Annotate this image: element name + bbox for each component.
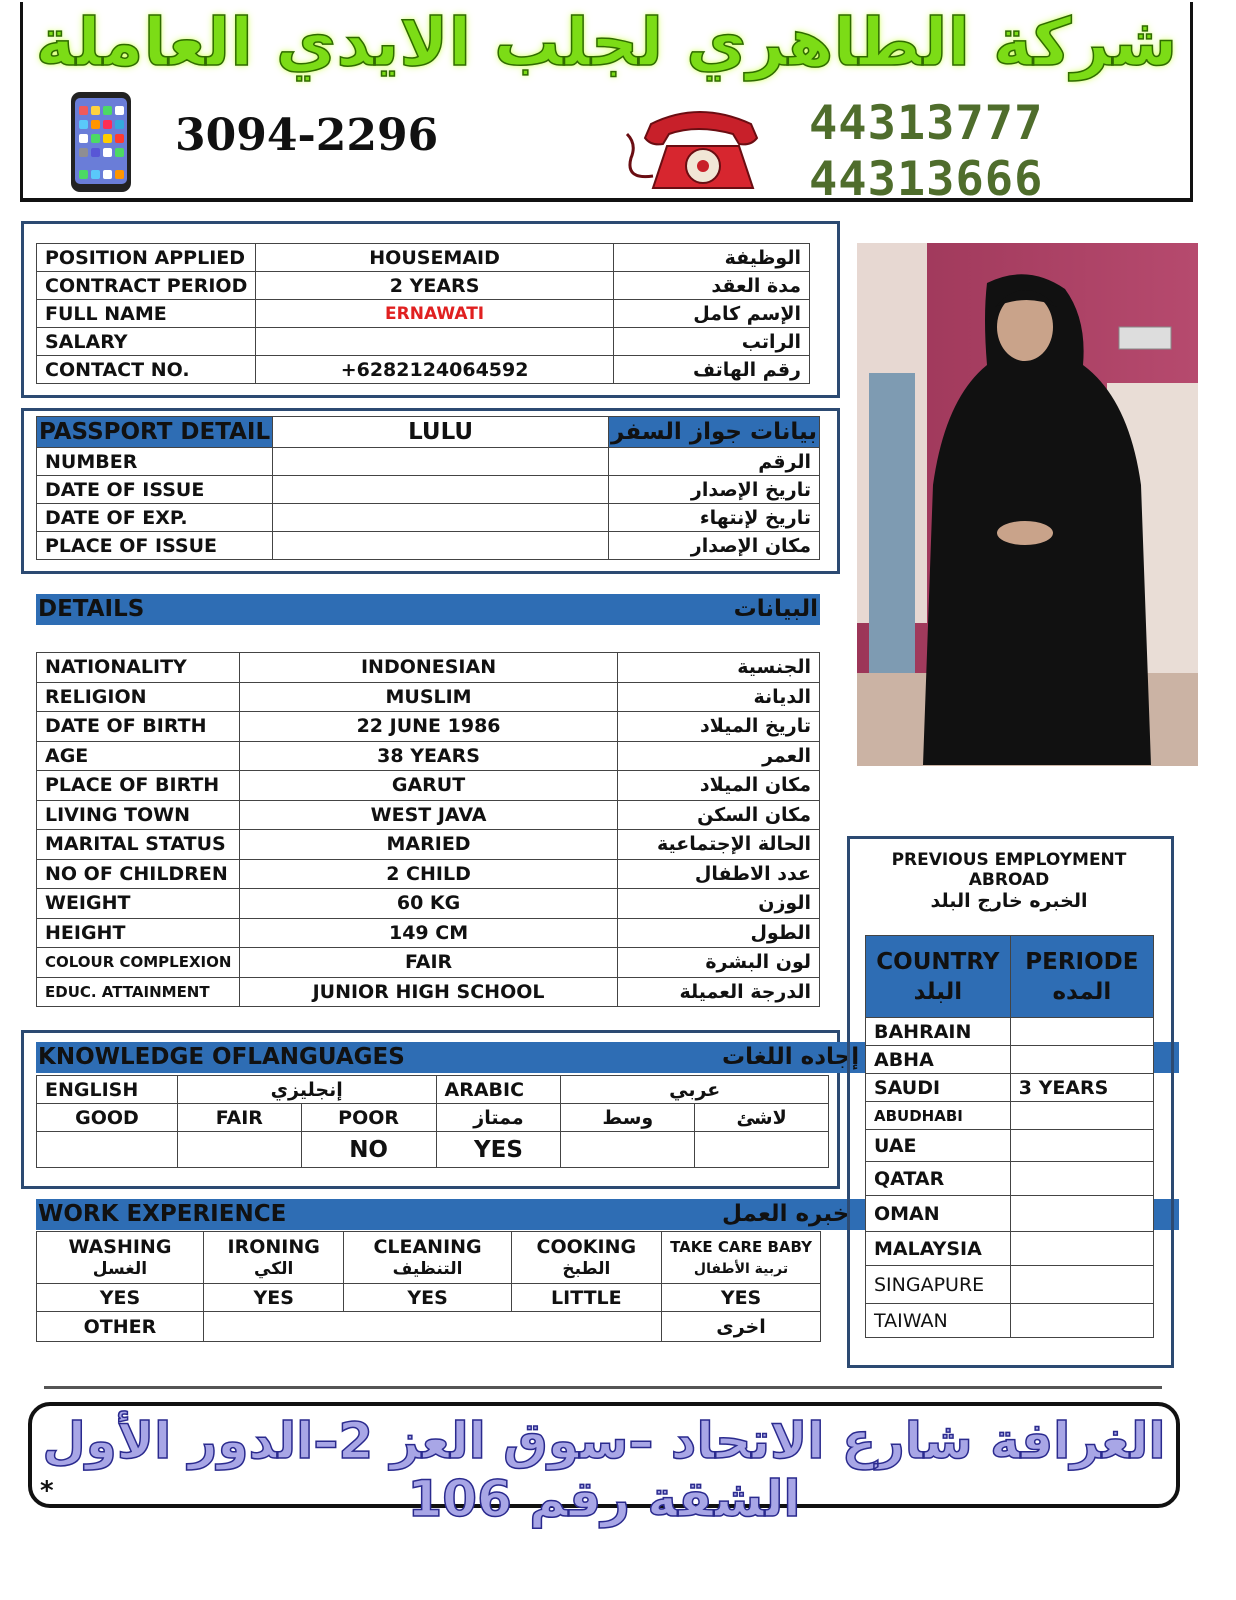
skill-name: IRONING [227, 1235, 320, 1258]
row-label-ar: الراتب [613, 328, 809, 356]
row-label-ar: الطول [617, 918, 819, 948]
language-level: ممتاز [436, 1104, 561, 1132]
skill-name-ar: الغسل [92, 1258, 148, 1279]
passport-title-center: LULU [273, 417, 609, 448]
row-value [273, 448, 609, 476]
skill-name: CLEANING [373, 1235, 482, 1258]
row-label: LIVING TOWN [37, 800, 240, 830]
table-row [866, 1102, 1154, 1130]
skill-value: YES [203, 1284, 344, 1312]
table-row [37, 244, 810, 272]
skill-name: COOKING [536, 1235, 637, 1258]
table-row [37, 712, 820, 742]
table-row [37, 948, 820, 978]
employment-country: QATAR [866, 1162, 1011, 1196]
language-mark [561, 1132, 695, 1168]
row-value [273, 504, 609, 532]
languages-title-ar: إجاده اللغات [722, 1044, 860, 1070]
row-label-ar: عدد الاطفال [617, 859, 819, 889]
employment-country: ABHA [866, 1046, 1011, 1074]
employment-period [1010, 1018, 1153, 1046]
table-row [37, 682, 820, 712]
row-label-ar: العمر [617, 741, 819, 771]
row-label-ar: الدرجة العميلة [617, 977, 819, 1007]
table-row [866, 1304, 1154, 1338]
table-row [37, 504, 820, 532]
skill-value: YES [662, 1284, 821, 1312]
details-title-en: DETAILS [38, 596, 145, 622]
work-title-ar: خبره العمل [722, 1201, 850, 1227]
skill-name-ar: الطبخ [562, 1258, 611, 1279]
employment-period [1010, 1304, 1153, 1338]
row-value: JUNIOR HIGH SCHOOL [240, 977, 617, 1007]
skill-name-ar: تربية الأطفال [693, 1260, 789, 1277]
work-table [36, 1231, 821, 1342]
language-level: وسط [561, 1104, 695, 1132]
country-column-header [866, 936, 1011, 1018]
row-label-ar: تاريخ الإصدار [609, 476, 820, 504]
row-label: WEIGHT [37, 889, 240, 919]
mobile-number: 3094-2296 [175, 110, 439, 161]
row-value [273, 532, 609, 560]
row-value: INDONESIAN [240, 653, 617, 683]
company-name: شركة الطاهري لجلب الايدي العاملة [35, 4, 1178, 81]
row-value: 60 KG [240, 889, 617, 919]
row-value: 2 CHILD [240, 859, 617, 889]
employment-country: UAE [866, 1130, 1011, 1162]
employment-country: BAHRAIN [866, 1018, 1011, 1046]
row-value: ERNAWATI [256, 300, 613, 328]
phone-number-1: 44313777 [809, 96, 1044, 151]
row-label: DATE OF BIRTH [37, 712, 240, 742]
employment-period: 3 YEARS [1010, 1074, 1153, 1102]
work-title-en: WORK EXPERIENCE [38, 1201, 287, 1227]
language-mark [695, 1132, 829, 1168]
row-label: DATE OF ISSUE [37, 476, 273, 504]
arabic-label-ar: عربي [561, 1076, 829, 1104]
employment-period [1010, 1046, 1153, 1074]
table-row [866, 1232, 1154, 1266]
employment-period [1010, 1232, 1153, 1266]
language-mark: YES [436, 1132, 561, 1168]
employment-country: SINGAPURE [866, 1266, 1011, 1304]
row-label: PLACE OF BIRTH [37, 771, 240, 801]
row-value: WEST JAVA [240, 800, 617, 830]
row-value: GARUT [240, 771, 617, 801]
skill-header [203, 1232, 344, 1284]
row-value: 38 YEARS [240, 741, 617, 771]
language-level: GOOD [37, 1104, 178, 1132]
arabic-label: ARABIC [436, 1076, 561, 1104]
skill-name: WASHING [68, 1235, 172, 1258]
row-value: 22 JUNE 1986 [240, 712, 617, 742]
period-header-ar: المده [1052, 978, 1112, 1005]
language-level: لاشئ [695, 1104, 829, 1132]
employment-period [1010, 1130, 1153, 1162]
table-row [866, 1162, 1154, 1196]
row-label-ar: لون البشرة [617, 948, 819, 978]
employment-country: SAUDI [866, 1074, 1011, 1102]
skill-name: TAKE CARE BABY [670, 1237, 812, 1256]
row-label-ar: تاريخ لإنتهاء [609, 504, 820, 532]
row-label: NO OF CHILDREN [37, 859, 240, 889]
details-title-ar: البيانات [733, 596, 818, 622]
language-level: POOR [301, 1104, 436, 1132]
employment-country: ABUDHABI [866, 1102, 1011, 1130]
row-label: CONTRACT PERIOD [37, 272, 256, 300]
row-label-ar: الرقم [609, 448, 820, 476]
table-row [37, 771, 820, 801]
table-row [37, 889, 820, 919]
footer-mark: * [40, 1476, 54, 1506]
table-row [866, 1266, 1154, 1304]
table-row [866, 1018, 1154, 1046]
passport-title-en: PASSPORT DETAIL [37, 417, 273, 448]
row-label: NUMBER [37, 448, 273, 476]
row-label: MARITAL STATUS [37, 830, 240, 860]
table-row [37, 830, 820, 860]
row-label-ar: الحالة الإجتماعية [617, 830, 819, 860]
row-value: +6282124064592 [256, 356, 613, 384]
telephone-icon [623, 106, 783, 196]
language-mark [37, 1132, 178, 1168]
letterhead [20, 2, 1193, 207]
table-row [37, 800, 820, 830]
smartphone-icon [69, 90, 133, 194]
employment-country: OMAN [866, 1196, 1011, 1232]
language-mark [177, 1132, 301, 1168]
row-label-ar: مدة العقد [613, 272, 809, 300]
row-label: CONTACT NO. [37, 356, 256, 384]
skill-header [511, 1232, 661, 1284]
table-row [37, 448, 820, 476]
skill-header [662, 1232, 821, 1284]
row-value: HOUSEMAID [256, 244, 613, 272]
english-label: ENGLISH [37, 1076, 178, 1104]
employment-country: MALAYSIA [866, 1232, 1011, 1266]
row-label: PLACE OF ISSUE [37, 532, 273, 560]
languages-table [36, 1075, 829, 1168]
table-row [866, 1046, 1154, 1074]
row-label-ar: مكان الإصدار [609, 532, 820, 560]
employment-table [865, 935, 1154, 1338]
employment-title-ar: الخبره خارج البلد [930, 890, 1088, 912]
phone-number-2: 44313666 [809, 152, 1044, 207]
table-row [37, 977, 820, 1007]
table-row [37, 918, 820, 948]
row-label: COLOUR COMPLEXION [37, 948, 240, 978]
table-row [37, 532, 820, 560]
skill-header [344, 1232, 511, 1284]
other-value [203, 1312, 661, 1342]
table-row [37, 356, 810, 384]
row-label: POSITION APPLIED [37, 244, 256, 272]
table-row [37, 328, 810, 356]
language-mark: NO [301, 1132, 436, 1168]
row-label-ar: تاريخ الميلاد [617, 712, 819, 742]
employment-period [1010, 1162, 1153, 1196]
skill-value: LITTLE [511, 1284, 661, 1312]
table-row [866, 1130, 1154, 1162]
row-label: NATIONALITY [37, 653, 240, 683]
table-row [866, 1074, 1154, 1102]
employment-period [1010, 1266, 1153, 1304]
row-label: EDUC. ATTAINMENT [37, 977, 240, 1007]
row-label-ar: مكان السكن [617, 800, 819, 830]
passport-table [36, 416, 820, 560]
country-header-en: COUNTRY [876, 948, 1000, 975]
employment-period [1010, 1196, 1153, 1232]
employment-title-en: PREVIOUS EMPLOYMENT ABROAD [891, 850, 1127, 890]
row-value [256, 328, 613, 356]
table-row [37, 300, 810, 328]
row-value: 2 YEARS [256, 272, 613, 300]
details-header [36, 594, 820, 625]
table-row [37, 476, 820, 504]
skill-name-ar: الكي [254, 1258, 294, 1279]
employment-country: TAIWAN [866, 1304, 1011, 1338]
row-label-ar: الوزن [617, 889, 819, 919]
country-header-ar: البلد [913, 978, 963, 1005]
other-label: OTHER [37, 1312, 204, 1342]
applicant-photo [857, 243, 1198, 766]
row-label-ar: رقم الهاتف [613, 356, 809, 384]
row-value: MUSLIM [240, 682, 617, 712]
table-row [37, 653, 820, 683]
table-row [37, 741, 820, 771]
skill-value: YES [344, 1284, 511, 1312]
row-label-ar: الإسم كامل [613, 300, 809, 328]
office-address: الغرافة شارع الاتحاد –سوق العز 2–الدور الأول الشقة رقم 106 [42, 1412, 1166, 1528]
footer-address-box [28, 1402, 1180, 1528]
skill-name-ar: التنظيف [392, 1258, 463, 1279]
skill-value: YES [37, 1284, 204, 1312]
row-value: FAIR [240, 948, 617, 978]
english-label-ar: إنجليزي [177, 1076, 436, 1104]
row-label: FULL NAME [37, 300, 256, 328]
other-label-ar: اخرى [662, 1312, 821, 1342]
table-row [866, 1196, 1154, 1232]
employment-period [1010, 1102, 1153, 1130]
skill-header [37, 1232, 204, 1284]
language-level: FAIR [177, 1104, 301, 1132]
row-label: DATE OF EXP. [37, 504, 273, 532]
details-table [36, 652, 820, 1007]
row-label: AGE [37, 741, 240, 771]
passport-title-ar: بيانات جواز السفر [609, 417, 820, 448]
row-label: SALARY [37, 328, 256, 356]
period-column-header [1010, 936, 1153, 1018]
row-value: MARIED [240, 830, 617, 860]
footer-divider [44, 1386, 1162, 1389]
table-row [37, 272, 810, 300]
row-label: RELIGION [37, 682, 240, 712]
row-label: HEIGHT [37, 918, 240, 948]
row-label-ar: مكان الميلاد [617, 771, 819, 801]
languages-title-en: KNOWLEDGE OFLANGUAGES [38, 1044, 405, 1070]
row-label-ar: الوظيفة [613, 244, 809, 272]
row-label-ar: الديانة [617, 682, 819, 712]
table-row [37, 859, 820, 889]
row-label-ar: الجنسية [617, 653, 819, 683]
row-value [273, 476, 609, 504]
personal-info-table [36, 243, 810, 384]
period-header-en: PERIODE [1025, 948, 1139, 975]
row-value: 149 CM [240, 918, 617, 948]
